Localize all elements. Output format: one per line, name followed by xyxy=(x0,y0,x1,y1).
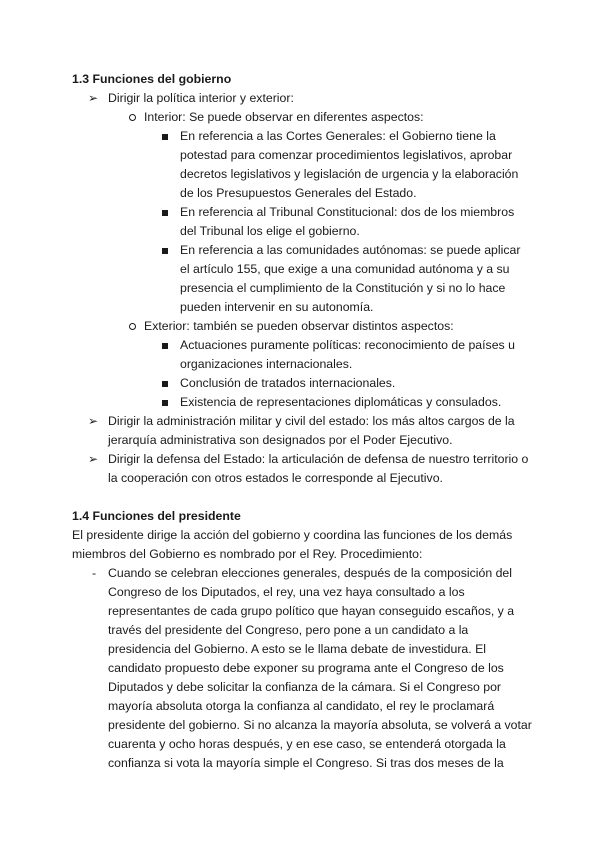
square-bullet-icon xyxy=(162,381,168,387)
document-page xyxy=(72,70,532,773)
arrow-bullet-icon: ➢ xyxy=(87,91,99,105)
list-item xyxy=(72,241,532,317)
arrow-bullet-icon: ➢ xyxy=(87,452,99,466)
list-item xyxy=(72,127,532,203)
dash-list-item xyxy=(72,564,532,773)
arrow-bullet-icon: ➢ xyxy=(87,414,99,428)
dash-bullet-icon: - xyxy=(92,566,97,580)
list-item xyxy=(72,412,532,450)
section-intro-paragraph: El presidente dirige la acción del gobierno y coordina las funciones de los demás miembros del Gobierno es nombrado por el Rey. Procedimiento: xyxy=(72,528,513,561)
circle-bullet-icon xyxy=(129,323,136,330)
circle-bullet-icon xyxy=(129,114,136,121)
list-item-text: Exterior: también se pueden observar distintos aspectos: xyxy=(144,319,454,333)
square-bullet-icon xyxy=(162,248,168,254)
square-bullet-icon xyxy=(162,134,168,140)
list-item-text: Dirigir la política interior y exterior: xyxy=(108,91,294,105)
list-item-text: Interior: Se puede observar en diferentes aspectos: xyxy=(144,110,424,124)
list-item xyxy=(72,336,532,374)
list-item-text: Dirigir la administración militar y civil del estado: los más altos cargos de la jerarquía administrativa son designados por el Poder Ejecutivo. xyxy=(108,414,515,447)
list-item xyxy=(72,317,532,336)
section-heading-funciones-gobierno: 1.3 Funciones del gobierno xyxy=(72,72,232,86)
section-heading-funciones-presidente: 1.4 Funciones del presidente xyxy=(72,509,241,523)
list-item-text: Conclusión de tratados internacionales. xyxy=(180,376,396,390)
list-item-text: En referencia a las comunidades autónomas: se puede aplicar el artículo 155, que exige a una comunidad autónoma y a su presencia el cumplimiento de la Constitución y si no lo hace pueden intervenir en su autonomía. xyxy=(180,243,521,314)
list-item xyxy=(72,108,532,127)
list-item xyxy=(72,203,532,241)
list-item xyxy=(72,393,532,412)
list-item-text: Existencia de representaciones diplomáticas y consulados. xyxy=(180,395,502,409)
list-item-text: En referencia a las Cortes Generales: el Gobierno tiene la potestad para comenzar procedimientos legislativos, aprobar decretos legislativos y legislación de urgencia y la elaboración de los Presupuestos Generales del Estado. xyxy=(180,129,519,200)
list-item-text: Cuando se celebran elecciones generales, después de la composición del Congreso de los Diputados, el rey, una vez haya consultado a los representantes de cada grupo político que hayan conseguido escaños, y a través del presidente del Congreso, pero pone a un candidato a la presidencia del Gobierno. A esto se le llama debate de investidura. El candidato propuesto debe exponer su programa ante el Congreso de los Diputados y debe solicitar la confianza de la cámara. Si el Congreso por mayoría absoluta otorga la confianza al candidato, el rey le proclamará presidente del gobierno. Si no alcanza la mayoría absoluta, se volverá a votar cuarenta y ocho horas después, y en ese caso, se entenderá otorgada la confianza si vota la mayoría simple el Congreso. Si tras dos meses de la xyxy=(108,566,532,770)
list-item xyxy=(72,450,532,488)
list-item xyxy=(72,374,532,393)
list-item-text: En referencia al Tribunal Constitucional: dos de los miembros del Tribunal los elige el gobierno. xyxy=(180,205,515,238)
list-item-text: Dirigir la defensa del Estado: la articulación de defensa de nuestro territorio o la cooperación con otros estados le corresponde al Ejecutivo. xyxy=(108,452,529,485)
list-item xyxy=(72,89,532,108)
list-item-text: Actuaciones puramente políticas: reconocimiento de países u organizaciones internacionales. xyxy=(180,338,515,371)
square-bullet-icon xyxy=(162,343,168,349)
square-bullet-icon xyxy=(162,210,168,216)
square-bullet-icon xyxy=(162,400,168,406)
paragraph-spacer xyxy=(72,488,532,507)
